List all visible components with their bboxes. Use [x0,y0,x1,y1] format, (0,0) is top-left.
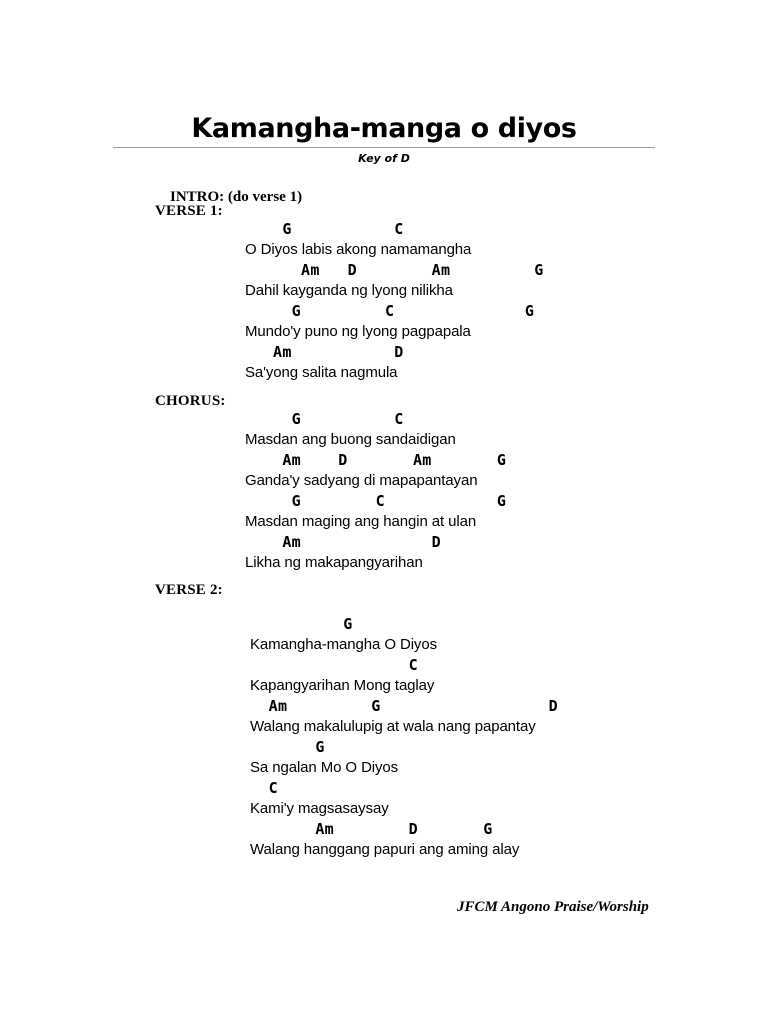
chord-line: Am G D [250,697,558,715]
chord-line: Am D Am G [245,451,507,469]
chord-line: C [250,656,418,674]
section-body-chorus [245,409,506,573]
chord-line: C [250,779,278,797]
chord-line: Am D G [250,820,493,838]
chord-line: Am D [245,533,441,551]
title-block [113,113,655,166]
lyric-line: O Diyos labis akong namamangha [245,241,472,258]
lyric-line: Sa'yong salita nagmula [245,364,398,381]
section-label-verse-2: VERSE 2: [155,582,223,598]
page-title: Kamangha-manga o diyos [191,113,577,144]
chord-line: G [250,615,353,633]
chord-line: G C G [245,302,535,320]
section-body-verse-1 [245,219,544,383]
chord-line: G C [245,220,404,238]
lyric-line: Ganda'y sadyang di mapapantayan [245,472,478,489]
section-label-chorus: CHORUS: [155,393,226,409]
lyric-line: Masdan maging ang hangin at ulan [245,513,477,530]
lyric-line: Kapangyarihan Mong taglay [250,677,435,694]
section-body-verse-2 [250,614,558,860]
section-label-verse-1: VERSE 1: [155,203,223,219]
lyric-line: Masdan ang buong sandaidigan [245,431,456,448]
lyric-line: Kamangha-mangha O Diyos [250,636,437,653]
lyric-line: Walang hanggang papuri ang aming alay [250,841,520,858]
chord-line: G C G [245,492,507,510]
chord-line: G [250,738,325,756]
footer-credit: JFCM Angono Praise/Worship [457,899,649,915]
chord-line: Am D Am G [245,261,544,279]
lyric-line: Walang makalulupig at wala nang papantay [250,718,536,735]
lyric-line: Kami'y magsasaysay [250,800,389,817]
title-divider [113,147,655,148]
intro-note: (do verse 1) [227,189,303,205]
song-key: Key of D [358,152,410,165]
lyric-line: Mundo'y puno ng lyong pagpapala [245,323,471,340]
lyric-line: Dahil kayganda ng lyong nilikha [245,282,453,299]
lyric-line: Likha ng makapangyarihan [245,554,423,571]
chord-line: Am D [245,343,404,361]
intro-label: INTRO: [170,189,225,205]
lyric-line: Sa ngalan Mo O Diyos [250,759,399,776]
chord-line: G C [245,410,404,428]
